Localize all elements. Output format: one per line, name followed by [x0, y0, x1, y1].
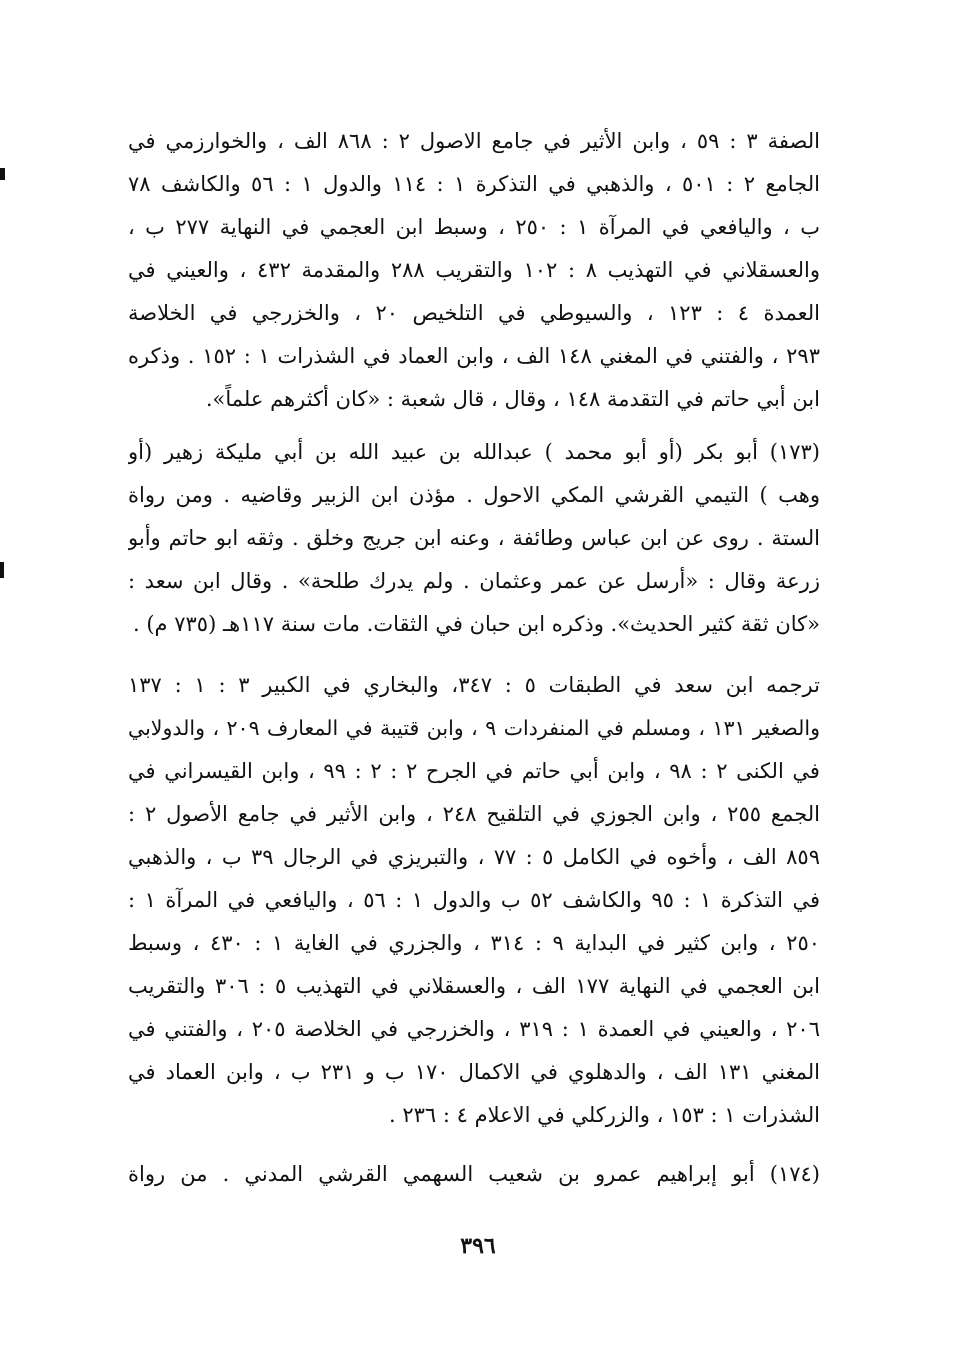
text-line: ابن العجمي في النهاية ١٧٧ الف ، والعسقلاني في التهذيب ٥ : ٣٠٦ والتقريب: [128, 974, 820, 998]
text-line: «كان ثقة كثير الحديث». وذكره ابن حبان في الثقات. مات سنة ١١٧هـ (٧٣٥ م) .: [133, 612, 820, 636]
text-line: والصغير ١٣١ ، ومسلم في المنفردات ٩ ، وابن قتيبة في المعارف ٢٠٩ ، والدولابي: [128, 716, 820, 740]
text-line: ٢٠٦ ، والعيني في العمدة ١ : ٣١٩ ، والخزرجي في الخلاصة ٢٠٥ ، والفتني في: [128, 1017, 820, 1041]
text-line: زرعة وقال : «أرسل عن عمر وعثمان . ولم يدرك طلحة» . وقال ابن سعد :: [128, 569, 820, 593]
page-number: ٣٩٦: [460, 1233, 496, 1259]
margin-mark: [0, 168, 5, 180]
text-line: ٨٥٩ الف ، وأخوه في الكامل ٥ : ٧٧ ، والتبريزي في الرجال ٣٩ ب ، والذهبي: [128, 845, 820, 869]
text-line: (١٧٤) أبو إبراهيم عمرو بن شعيب السهمي القرشي المدني . من رواة: [128, 1162, 820, 1186]
text-line: المغني ١٣١ الف ، والدهلوي في الاكمال ١٧٠ ب و ٢٣١ ب ، وابن العماد في: [128, 1060, 820, 1084]
footnote-paragraph-continuation: [128, 120, 820, 421]
text-line: ٢٩٣ ، والفتني في المغني ١٤٨ الف ، وابن العماد في الشذرات ١ : ١٥٢ . وذكره: [128, 344, 820, 368]
margin-mark: [0, 562, 4, 578]
text-line: الستة . روى عن ابن عباس وطائفة ، وعنه ابن جريج وخلق . وثقه ابو حاتم وأبو: [128, 526, 820, 550]
text-line: الصفة ٣ : ٥٩ ، وابن الأثير في جامع الاصول ٢ : ٨٦٨ الف ، والخوارزمي في: [128, 129, 820, 153]
text-line: الجامع ٢ : ٥٠١ ، والذهبي في التذكرة ١ : ١١٤ والدول ١ : ٥٦ والكاشف ٧٨: [128, 172, 820, 196]
text-line: (١٧٣) أبو بكر (أو أبو محمد ) عبدالله بن عبيد الله بن أبي مليكة زهير (أو: [128, 440, 820, 464]
text-line: في الكنى ٢ : ٩٨ ، وابن أبي حاتم في الجرح ٢ : ٢ : ٩٩ ، وابن القيسراني في: [128, 759, 820, 783]
entry-174-biography: [128, 1153, 820, 1196]
text-line: الجمع ٢٥٥ ، وابن الجوزي في التلقيح ٢٤٨ ، وابن الأثير في جامع الأصول ٢ :: [128, 802, 820, 826]
text-line: ٢٥٠ ، وابن كثير في البداية ٩ : ٣١٤ ، والجزري في الغاية ١ : ٤٣٠ ، وسبط: [128, 931, 820, 955]
entry-173-sources: [128, 664, 820, 1137]
text-line: العمدة ٤ : ١٢٣ ، والسيوطي في التلخيص ٢٠ ، والخزرجي في الخلاصة: [128, 301, 820, 325]
text-line: الشذرات ١ : ١٥٣ ، والزركلي في الاعلام ٤ : ٢٣٦ .: [388, 1103, 820, 1127]
text-line: ب ، واليافعي في المرآة ١ : ٢٥٠ ، وسبط ابن العجمي في النهاية ٢٧٧ ب ،: [128, 215, 820, 239]
text-line: في التذكرة ١ : ٩٥ والكاشف ٥٢ ب والدول ١ : ٥٦ ، واليافعي في المرآة ١ :: [128, 888, 820, 912]
text-line: ابن أبي حاتم في التقدمة ١٤٨ ، وقال ، قال شعبة : «كان أكثرهم علماً».: [205, 387, 820, 411]
text-line: والعسقلاني في التهذيب ٨ : ١٠٢ والتقريب ٢٨٨ والمقدمة ٤٣٢ ، والعيني في: [128, 258, 820, 282]
entry-173-biography: [128, 431, 820, 646]
text-line: وهب ) التيمي القرشي المكي الاحول . مؤذن ابن الزبير وقاضيه . ومن رواة: [128, 483, 820, 507]
text-line: ترجمه ابن سعد في الطبقات ٥ : ٣٤٧، والبخاري في الكبير ٣ : ١ : ١٣٧: [128, 673, 820, 697]
